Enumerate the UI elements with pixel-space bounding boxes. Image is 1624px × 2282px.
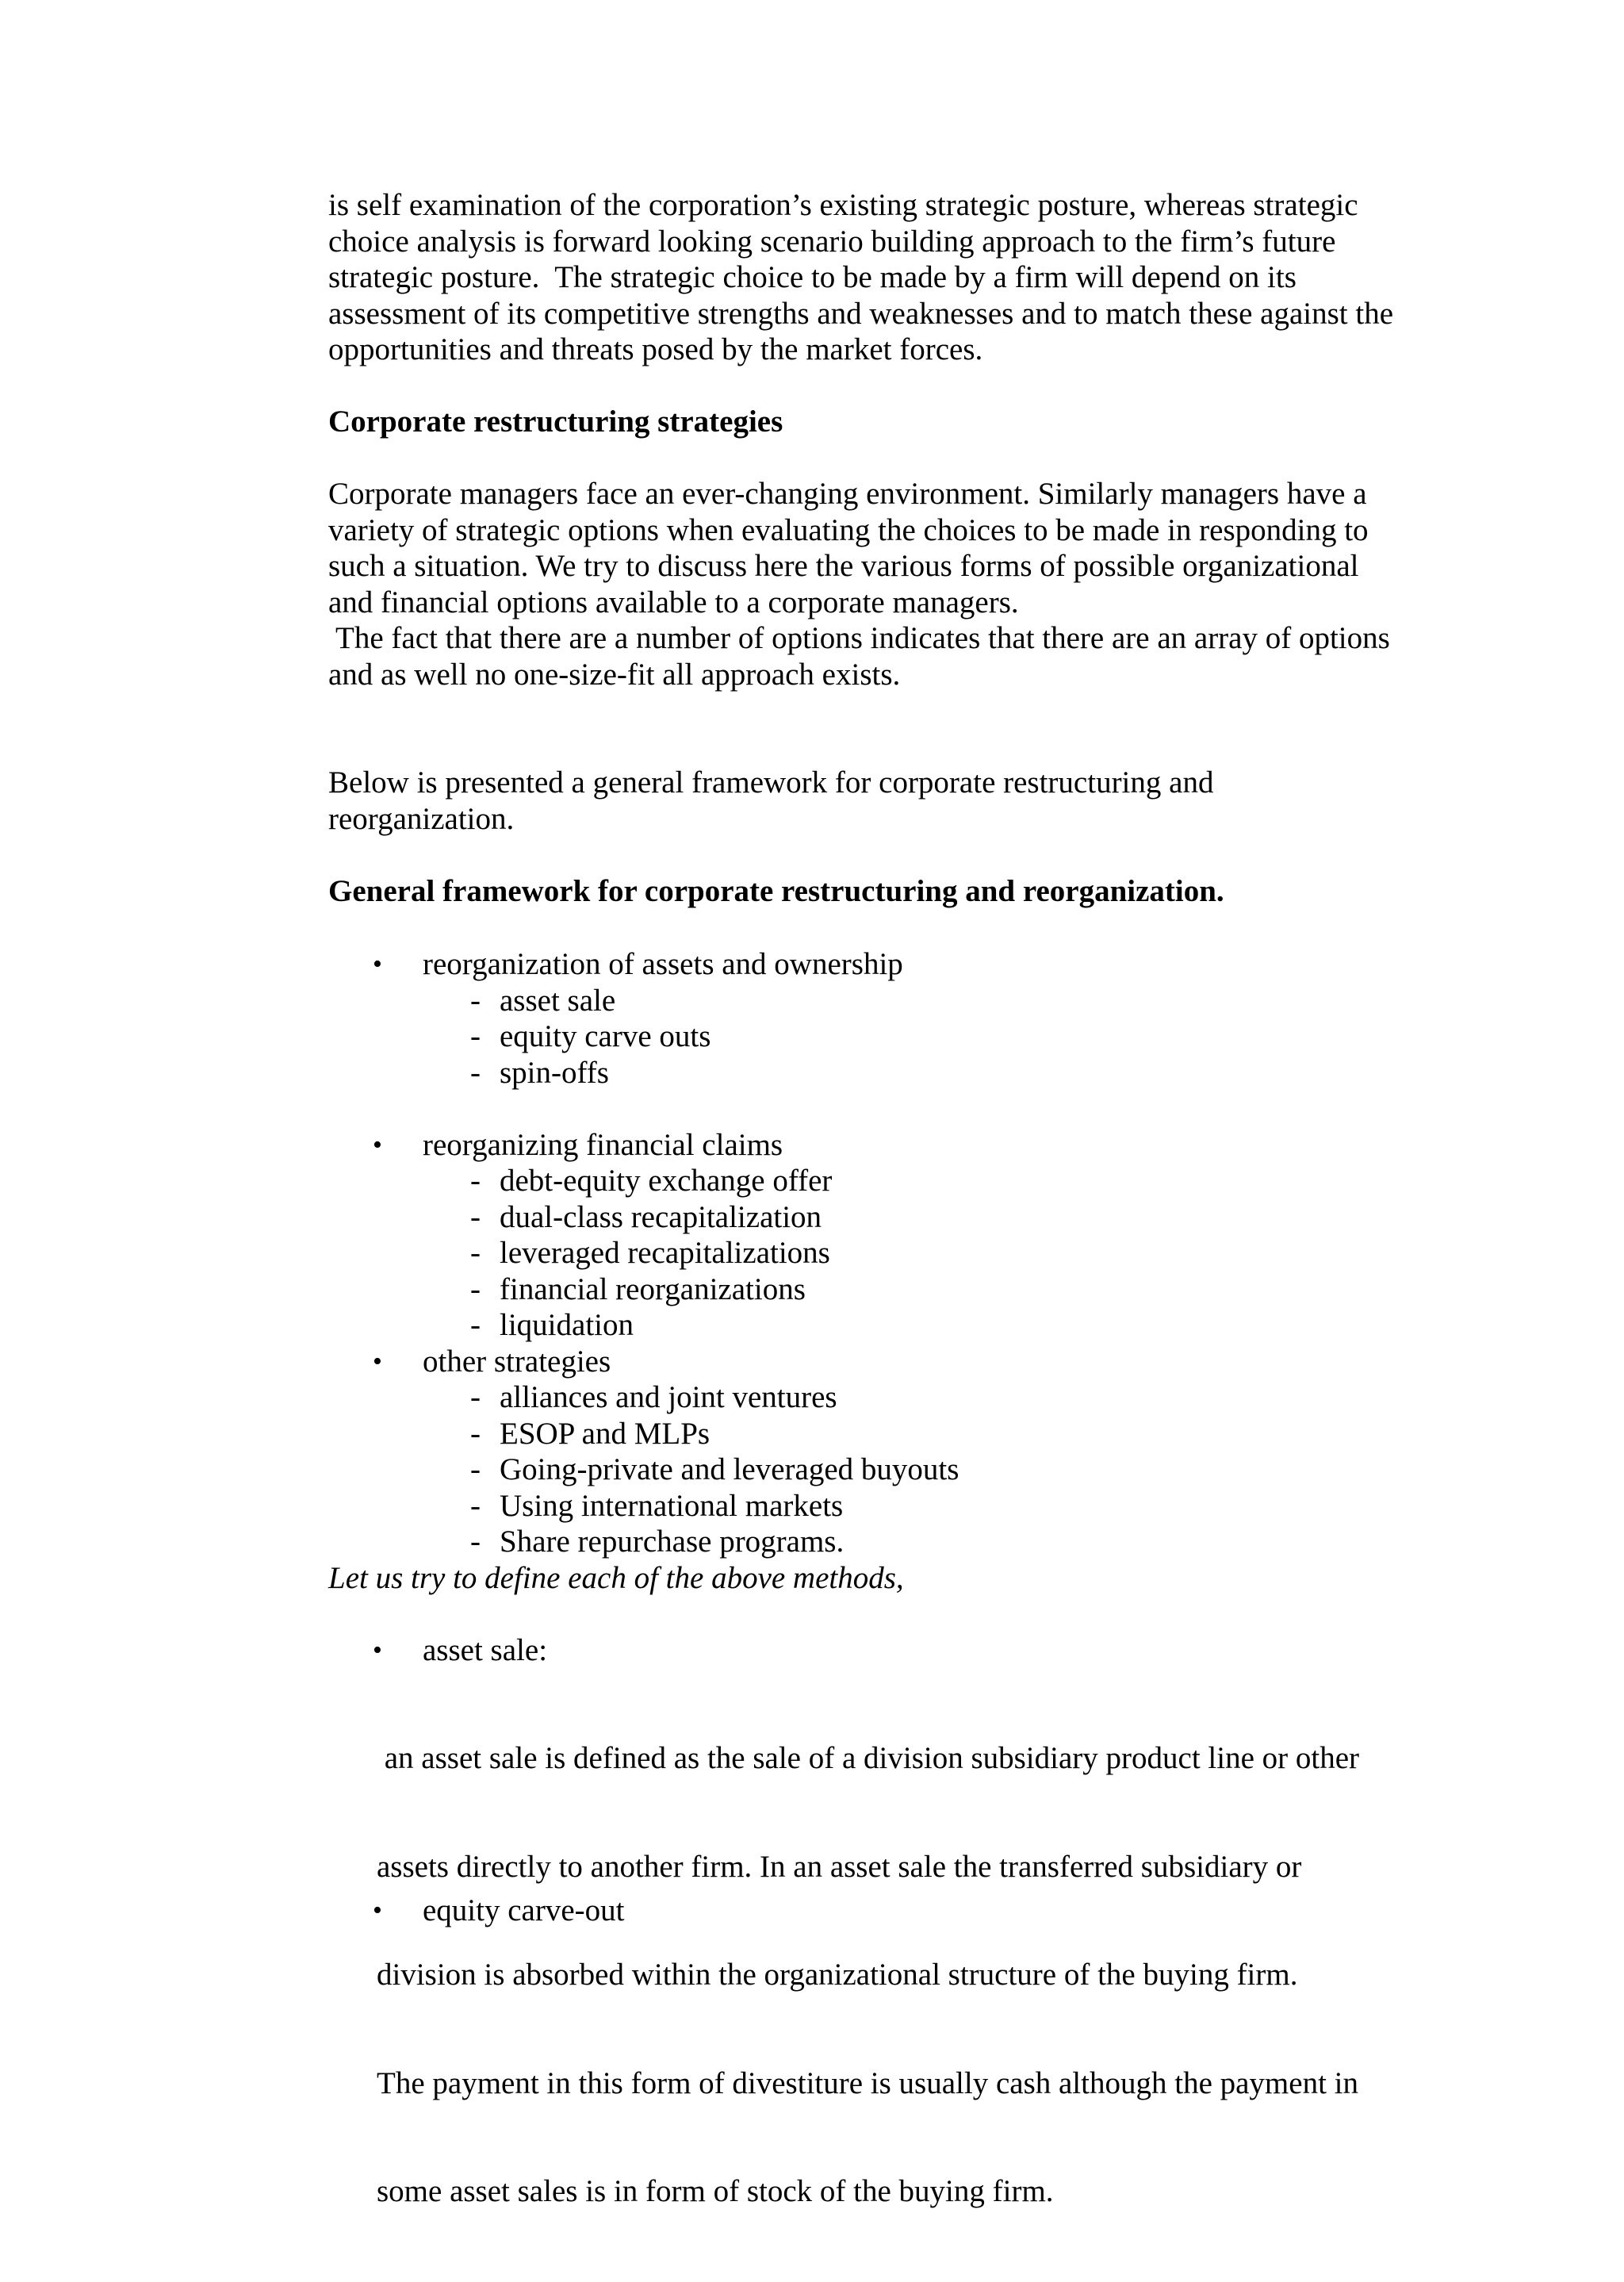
dash-icon: - [470, 1452, 481, 1486]
dash-icon: - [470, 1164, 481, 1198]
dash-icon: - [470, 1019, 481, 1053]
framework-subitem: liquidation [500, 1308, 634, 1342]
framework-subitem: Share repurchase programs. [500, 1525, 845, 1559]
paragraph-line: assessment of its competitive strengths and weaknesses and to match these against the [328, 296, 1394, 331]
dash-icon: - [470, 1308, 481, 1342]
paragraph-line: reorganization. [328, 801, 515, 836]
bullet-icon: • [373, 949, 382, 979]
definition-term: asset sale: [423, 1633, 548, 1667]
definition-line: an asset sale is defined as the sale of a division subsidiary product line or other [377, 1741, 1360, 1775]
body-paragraph [328, 476, 1438, 692]
framework-subitem: asset sale [500, 984, 616, 1018]
definitions-intro: Let us try to define each of the above methods, [328, 1561, 904, 1595]
definition-line: The payment in this form of divestiture is usually cash although the payment in [377, 2065, 1359, 2100]
paragraph-line: Below is presented a general framework for corporate restructuring and [328, 765, 1214, 800]
definition-line: assets directly to another firm. In an asset sale the transferred subsidiary or [377, 1849, 1302, 1884]
definition-text [377, 1668, 1439, 2282]
framework-subitem: leveraged recapitalizations [500, 1236, 830, 1270]
framework-group-label: reorganization of assets and ownership [423, 947, 903, 981]
dash-icon: - [470, 1200, 481, 1234]
framework-heading: General framework for corporate restructuring and reorganization. [328, 874, 1224, 908]
framework-subitem: spin-offs [500, 1056, 609, 1090]
framework-subitem: alliances and joint ventures [500, 1380, 837, 1414]
framework-subitem: dual-class recapitalization [500, 1200, 822, 1234]
paragraph-line: variety of strategic options when evaluating the choices to be made in responding to [328, 512, 1369, 547]
dash-icon: - [470, 1380, 481, 1414]
paragraph-line: such a situation. We try to discuss here the various forms of possible organizational [328, 549, 1359, 583]
paragraph-line: is self examination of the corporation’s existing strategic posture, whereas strategic [328, 188, 1358, 222]
framework-group-label: other strategies [423, 1344, 611, 1379]
dash-icon: - [470, 984, 481, 1018]
framework-subitem: financial reorganizations [500, 1272, 806, 1306]
dash-icon: - [470, 1272, 481, 1306]
paragraph-line: opportunities and threats posed by the market forces. [328, 332, 983, 366]
intro-paragraph [328, 187, 1438, 368]
dash-icon: - [470, 1417, 481, 1451]
definition-term: equity carve-out [423, 1893, 625, 1927]
bullet-icon: • [373, 1130, 382, 1160]
dash-icon: - [470, 1236, 481, 1270]
paragraph-line: strategic posture. The strategic choice to be made by a firm will depend on its [328, 260, 1297, 294]
dash-icon: - [470, 1525, 481, 1559]
bullet-icon: • [373, 1896, 382, 1925]
paragraph-line: choice analysis is forward looking scenario building approach to the firm’s future [328, 224, 1336, 259]
dash-icon: - [470, 1056, 481, 1090]
paragraph-line: and as well no one-size-fit all approach exists. [328, 657, 901, 692]
definition-line: some asset sales is in form of stock of the buying firm. [377, 2174, 1054, 2208]
framework-subitem: equity carve outs [500, 1019, 711, 1053]
bullet-icon: • [373, 1636, 382, 1665]
section-heading: Corporate restructuring strategies [328, 405, 783, 439]
framework-subitem: Going-private and leveraged buyouts [500, 1452, 959, 1486]
definition-line: division is absorbed within the organizational structure of the buying firm. [377, 1958, 1298, 1992]
framework-subitem: debt-equity exchange offer [500, 1164, 833, 1198]
framework-group-label: reorganizing financial claims [423, 1128, 783, 1162]
paragraph-line: The fact that there are a number of options indicates that there are an array of options [328, 621, 1390, 655]
framework-subitem: Using international markets [500, 1489, 844, 1523]
paragraph-line: Corporate managers face an ever-changing environment. Similarly managers have a [328, 477, 1367, 511]
body-paragraph [328, 765, 1438, 837]
bullet-icon: • [373, 1347, 382, 1376]
framework-subitem: ESOP and MLPs [500, 1417, 710, 1451]
dash-icon: - [470, 1489, 481, 1523]
paragraph-line: and financial options available to a corporate managers. [328, 585, 1019, 619]
